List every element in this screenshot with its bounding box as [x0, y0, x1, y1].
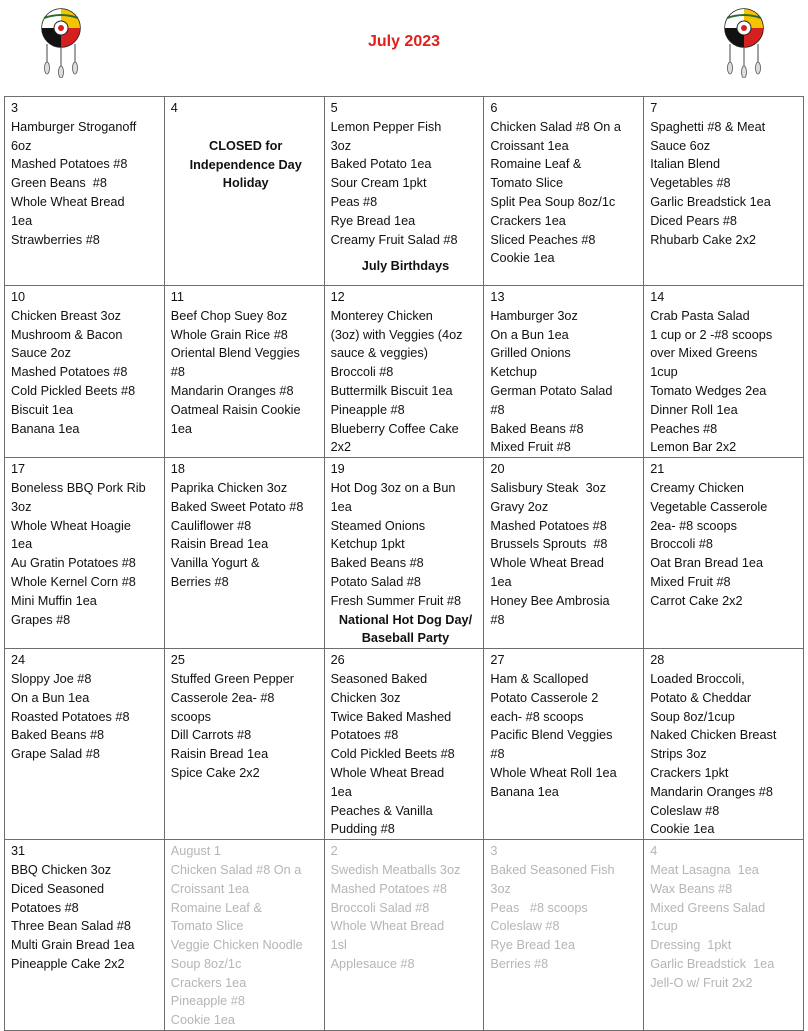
day-number: 4	[650, 844, 658, 859]
menu-item: Sauce 2oz	[11, 346, 71, 361]
menu-item: Pineapple #8	[170, 994, 245, 1009]
menu-item: Cookie 1ea	[490, 251, 555, 266]
menu-item: Lemon Pepper Fish	[330, 119, 442, 134]
day-cell	[644, 97, 804, 286]
day-cell	[324, 286, 484, 458]
day-number: 31	[11, 844, 26, 859]
menu-item: 1ea	[11, 213, 33, 228]
day-cell	[644, 840, 804, 1031]
menu-item: Raisin Bread 1ea	[170, 747, 269, 762]
menu-item: Pineapple #8	[330, 402, 405, 417]
menu-item: Naked Chicken Breast	[650, 728, 777, 743]
menu-item: Dinner Roll 1ea	[650, 402, 738, 417]
day-cell	[484, 840, 644, 1031]
menu-item: Biscuit 1ea	[11, 402, 74, 417]
menu-item: German Potato Salad	[490, 383, 613, 398]
day-number: 26	[330, 653, 345, 668]
menu-item: Garlic Breadstick 1ea	[650, 194, 771, 209]
menu-item: Whole Grain Rice #8	[170, 327, 288, 342]
menu-item: Grilled Onions	[490, 346, 571, 361]
menu-item: Cold Pickled Beets #8	[330, 747, 455, 762]
closure-note: Independence Day	[189, 157, 302, 172]
menu-item: (3oz) with Veggies (4oz	[330, 327, 463, 342]
menu-item: Potato Salad #8	[330, 574, 421, 589]
event-note: National Hot Dog Day/	[338, 612, 473, 627]
week-row	[5, 97, 804, 286]
menu-item: Mashed Potatoes #8	[330, 881, 447, 896]
menu-item: 1ea	[11, 537, 33, 552]
menu-item: Romaine Leaf &	[170, 900, 262, 915]
day-number: August 1	[170, 844, 221, 859]
menu-item: Jell-O w/ Fruit 2x2	[650, 975, 753, 990]
menu-item: Crackers 1ea	[170, 975, 247, 990]
day-cell	[644, 286, 804, 458]
menu-item: Beef Chop Suey 8oz	[170, 308, 288, 323]
menu-item: Hamburger 3oz	[490, 308, 578, 323]
menu-item: Soup 8oz/1c	[170, 956, 242, 971]
menu-item: Pineapple Cake 2x2	[11, 956, 125, 971]
day-number: 28	[650, 653, 665, 668]
menu-item: #8	[490, 612, 505, 627]
menu-item: #8	[490, 402, 505, 417]
menu-item: Dill Carrots #8	[170, 728, 252, 743]
day-number: 17	[11, 462, 26, 477]
menu-item: Potato Casserole 2	[490, 690, 599, 705]
day-cell	[324, 840, 484, 1031]
menu-item: Mixed Greens Salad	[650, 900, 766, 915]
day-cell	[484, 458, 644, 649]
menu-item: Coleslaw #8	[490, 919, 560, 934]
menu-item: Crab Pasta Salad	[650, 308, 750, 323]
menu-item: Peas #8 scoops	[490, 900, 588, 915]
menu-item: Cold Pickled Beets #8	[11, 383, 136, 398]
day-cell	[164, 458, 324, 649]
menu-item: Spice Cake 2x2	[170, 765, 260, 780]
menu-item: Baked Sweet Potato #8	[170, 499, 304, 514]
menu-item: Vegetables #8	[650, 176, 731, 191]
day-cell	[644, 649, 804, 840]
menu-item: 1ea	[330, 784, 352, 799]
menu-item: Casserole 2ea- #8	[170, 690, 275, 705]
day-number: 12	[330, 290, 345, 304]
menu-item: Potatoes #8	[330, 728, 399, 743]
day-cell	[164, 840, 324, 1031]
menu-item: Buttermilk Biscuit 1ea	[330, 383, 453, 398]
menu-item: Monterey Chicken	[330, 308, 433, 323]
menu-item: 3oz	[490, 881, 511, 896]
day-cell	[484, 286, 644, 458]
menu-item: On a Bun 1ea	[11, 690, 90, 705]
menu-item: Paprika Chicken 3oz	[170, 480, 288, 495]
day-number: 10	[11, 290, 26, 304]
menu-item: Spaghetti #8 & Meat	[650, 119, 766, 134]
menu-item: Honey Bee Ambrosia	[490, 593, 610, 608]
menu-item: Pacific Blend Veggies	[490, 728, 613, 743]
menu-item: Applesauce #8	[330, 956, 415, 971]
menu-item: Baked Seasoned Fish	[490, 862, 615, 877]
menu-item: Chicken 3oz	[330, 690, 401, 705]
menu-item: Crackers 1ea	[490, 213, 566, 228]
menu-item: sauce & veggies)	[330, 346, 428, 361]
day-cell	[5, 97, 165, 286]
menu-item: Whole Wheat Bread	[11, 194, 125, 209]
menu-item: Strawberries #8	[11, 232, 100, 247]
menu-item: Steamed Onions	[330, 518, 426, 533]
day-number: 25	[170, 653, 185, 668]
menu-item: Creamy Fruit Salad #8	[330, 232, 458, 247]
day-cell	[5, 458, 165, 649]
menu-item: Potatoes #8	[11, 900, 79, 915]
menu-item: Oriental Blend Veggies	[170, 346, 300, 361]
menu-item: Twice Baked Mashed	[330, 709, 452, 724]
menu-item: Baked Beans #8	[11, 728, 105, 743]
menu-item: Mixed Fruit #8	[490, 440, 571, 455]
day-cell	[164, 286, 324, 458]
day-number: 3	[490, 844, 498, 859]
menu-item: Au Gratin Potatoes #8	[11, 556, 136, 571]
menu-item: Strips 3oz	[650, 747, 707, 762]
menu-item: Rye Bread 1ea	[330, 213, 416, 228]
menu-item: Grapes #8	[11, 612, 71, 627]
menu-item: 3oz	[330, 138, 352, 153]
week-row	[5, 649, 804, 840]
menu-item: over Mixed Greens	[650, 346, 758, 361]
menu-item: Peas #8	[330, 194, 378, 209]
menu-item: Vanilla Yogurt &	[170, 556, 260, 571]
menu-item: Stuffed Green Pepper	[170, 671, 294, 686]
week-row	[5, 840, 804, 1031]
menu-item: Coleslaw #8	[650, 803, 720, 818]
day-cell	[5, 840, 165, 1031]
menu-item: scoops	[170, 709, 211, 724]
menu-item: Carrot Cake 2x2	[650, 593, 743, 608]
menu-item: Berries #8	[170, 574, 229, 589]
menu-item: Meat Lasagna 1ea	[650, 862, 759, 877]
day-cell	[644, 458, 804, 649]
closure-note: Holiday	[222, 176, 269, 191]
menu-item: Oat Bran Bread 1ea	[650, 556, 764, 571]
menu-item: Whole Wheat Bread	[490, 556, 604, 571]
menu-item: Soup 8oz/1cup	[650, 709, 735, 724]
menu-item: Seasoned Baked	[330, 671, 428, 686]
menu-item: Blueberry Coffee Cake	[330, 421, 459, 436]
day-number: 7	[650, 101, 658, 115]
menu-item: Broccoli #8	[330, 365, 394, 380]
day-cell	[484, 649, 644, 840]
menu-item: 2x2	[330, 440, 352, 455]
menu-item: Peaches & Vanilla	[330, 803, 433, 818]
menu-item: Mixed Fruit #8	[650, 574, 731, 589]
menu-item: Sauce 6oz	[650, 138, 711, 153]
day-cell	[324, 458, 484, 649]
menu-item: Mandarin Oranges #8	[170, 383, 294, 398]
menu-item: Three Bean Salad #8	[11, 919, 131, 934]
menu-item: Hamburger Stroganoff	[11, 119, 137, 134]
menu-item: Diced Seasoned	[11, 881, 105, 896]
menu-item: 1cup	[650, 919, 678, 934]
menu-item: Raisin Bread 1ea	[170, 537, 269, 552]
menu-item: Tomato Wedges 2ea	[650, 383, 767, 398]
day-number: 19	[330, 462, 345, 477]
menu-item: Wax Beans #8	[650, 881, 733, 896]
menu-item: Lemon Bar 2x2	[650, 440, 737, 455]
day-number: 20	[490, 462, 505, 477]
menu-item: Roasted Potatoes #8	[11, 709, 130, 724]
menu-item: BBQ Chicken 3oz	[11, 862, 112, 877]
day-cell	[324, 97, 484, 286]
menu-item: Mashed Potatoes #8	[11, 157, 128, 172]
menu-item: Sour Cream 1pkt	[330, 176, 427, 191]
day-number: 14	[650, 290, 665, 304]
day-number: 5	[330, 101, 338, 115]
menu-item: Chicken Breast 3oz	[11, 308, 122, 323]
menu-item: Broccoli Salad #8	[330, 900, 430, 915]
menu-item: Cauliflower #8	[170, 518, 252, 533]
menu-item: Dressing 1pkt	[650, 938, 732, 953]
menu-item: Tomato Slice	[170, 919, 244, 934]
menu-item: 1cup	[650, 365, 678, 380]
menu-item: Whole Kernel Corn #8	[11, 574, 136, 589]
menu-item: Salisbury Steak 3oz	[490, 480, 607, 495]
menu-item: Banana 1ea	[11, 421, 80, 436]
closure-note: CLOSED for	[209, 138, 283, 153]
menu-item: Veggie Chicken Noodle	[170, 938, 303, 953]
menu-item: Whole Wheat Bread	[330, 765, 445, 780]
menu-item: Romaine Leaf &	[490, 157, 582, 172]
menu-item: Rye Bread 1ea	[490, 938, 576, 953]
day-number: 6	[490, 101, 498, 115]
menu-item: #8	[490, 747, 505, 762]
menu-item: Baked Beans #8	[490, 421, 584, 436]
day-number: 27	[490, 653, 505, 668]
menu-item: Vegetable Casserole	[650, 499, 768, 514]
menu-item: Italian Blend	[650, 157, 721, 172]
menu-item: Sloppy Joe #8	[11, 671, 92, 686]
menu-calendar	[4, 96, 804, 1031]
menu-item: 1ea	[170, 421, 192, 436]
menu-item: 1ea	[490, 574, 512, 589]
menu-item: Chicken Salad #8 On a	[170, 862, 302, 877]
menu-item: Whole Wheat Hoagie	[11, 518, 131, 533]
dreamcatcher-logo-right	[721, 6, 767, 78]
menu-item: Gravy 2oz	[490, 499, 549, 514]
menu-item: Diced Pears #8	[650, 213, 737, 228]
menu-item: Mashed Potatoes #8	[490, 518, 607, 533]
menu-item: Brussels Sprouts #8	[490, 537, 608, 552]
menu-item: Crackers 1pkt	[650, 765, 729, 780]
menu-item: Mashed Potatoes #8	[11, 365, 128, 380]
menu-item: Loaded Broccoli,	[650, 671, 745, 686]
page-title: July 2023	[367, 33, 441, 50]
menu-item: 2ea- #8 scoops	[650, 518, 737, 533]
day-number: 21	[650, 462, 665, 477]
day-number: 24	[11, 653, 26, 668]
day-cell	[324, 649, 484, 840]
menu-item: Chicken Salad #8 On a	[490, 119, 621, 134]
menu-item: Ham & Scalloped	[490, 671, 589, 686]
menu-item: Banana 1ea	[490, 784, 559, 799]
event-note: Baseball Party	[361, 631, 450, 646]
menu-item: Hot Dog 3oz on a Bun	[330, 480, 456, 495]
day-cell	[5, 286, 165, 458]
menu-item: Boneless BBQ Pork Rib	[11, 480, 146, 495]
menu-item: Mushroom & Bacon	[11, 327, 123, 342]
menu-item: each- #8 scoops	[490, 709, 584, 724]
menu-item: Potato & Cheddar	[650, 690, 752, 705]
menu-item: Croissant 1ea	[170, 881, 250, 896]
menu-item: Fresh Summer Fruit #8	[330, 593, 462, 608]
menu-item: 1 cup or 2 -#8 scoops	[650, 327, 773, 342]
day-number: 13	[490, 290, 505, 304]
menu-item: Multi Grain Bread 1ea	[11, 938, 135, 953]
menu-item: Pudding #8	[330, 822, 395, 837]
menu-item: Mandarin Oranges #8	[650, 784, 773, 799]
menu-item: Creamy Chicken	[650, 480, 744, 495]
day-number: 2	[330, 844, 338, 859]
menu-item: Cookie 1ea	[650, 822, 715, 837]
day-cell	[164, 649, 324, 840]
menu-item: On a Bun 1ea	[490, 327, 569, 342]
menu-item: Berries #8	[490, 956, 549, 971]
menu-item: Ketchup	[490, 365, 537, 380]
menu-item: Rhubarb Cake 2x2	[650, 232, 756, 247]
week-row	[5, 286, 804, 458]
menu-item: #8	[170, 365, 185, 380]
menu-item: Split Pea Soup 8oz/1c	[490, 194, 616, 209]
menu-item: 3oz	[11, 499, 32, 514]
menu-item: Peaches #8	[650, 421, 718, 436]
menu-item: Mini Muffin 1ea	[11, 593, 97, 608]
day-cell	[484, 97, 644, 286]
menu-item: Ketchup 1pkt	[330, 537, 405, 552]
menu-item: Baked Beans #8	[330, 556, 424, 571]
day-cell	[164, 97, 324, 286]
day-cell	[5, 649, 165, 840]
day-number: 18	[170, 462, 185, 477]
menu-item: Croissant 1ea	[490, 138, 569, 153]
menu-item: Green Beans #8	[11, 176, 107, 191]
menu-item: Oatmeal Raisin Cookie	[170, 402, 301, 417]
week-row	[5, 458, 804, 649]
menu-item: Swedish Meatballs 3oz	[330, 862, 461, 877]
day-number: 4	[170, 101, 178, 115]
menu-item: Grape Salad #8	[11, 747, 100, 762]
day-number: 11	[170, 290, 184, 304]
menu-item: Sliced Peaches #8	[490, 232, 596, 247]
day-number: 3	[11, 101, 19, 115]
menu-item: 1ea	[330, 499, 352, 514]
menu-item: Whole Wheat Bread	[330, 919, 445, 934]
menu-item: Broccoli #8	[650, 537, 713, 552]
menu-item: Garlic Breadstick 1ea	[650, 956, 775, 971]
menu-item: 1sl	[330, 938, 347, 953]
menu-item: Tomato Slice	[490, 176, 564, 191]
event-note: July Birthdays	[361, 259, 450, 274]
menu-item: Baked Potato 1ea	[330, 157, 432, 172]
menu-item: 6oz	[11, 138, 32, 153]
menu-item: Cookie 1ea	[170, 1013, 235, 1028]
menu-item: Whole Wheat Roll 1ea	[490, 765, 617, 780]
